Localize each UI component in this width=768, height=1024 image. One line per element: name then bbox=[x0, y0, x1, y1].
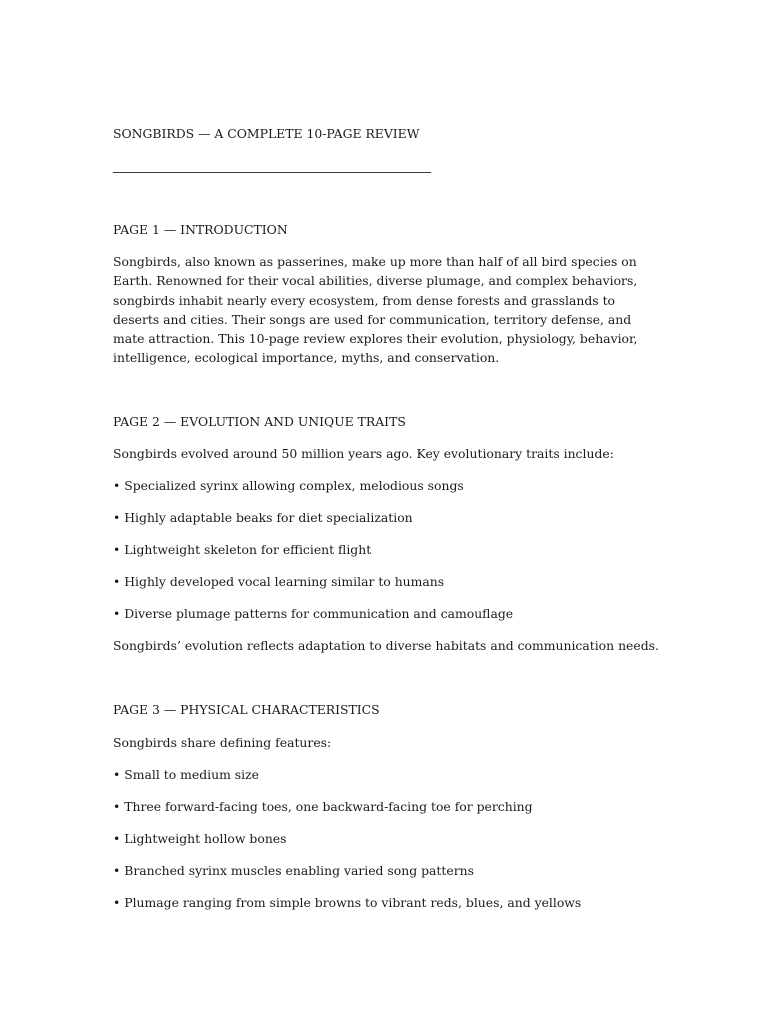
bullet-item: • Lightweight skeleton for efficient flight bbox=[113, 542, 372, 557]
bullet-item: • Branched syrinx muscles enabling varied song patterns bbox=[113, 863, 474, 878]
bullet-item: • Specialized syrinx allowing complex, melodious songs bbox=[113, 478, 464, 493]
section-paragraph: Songbirds, also known as passerines, make up more than half of all bird species on Earth. Renowned for their vocal abilities, diverse plumage, and complex behaviors, songbirds inhabit nearly every ecosystem, from dense forests and grasslands to deserts and cities. Their songs are used for communication, territory defense, and mate attraction. This 10-page review explores their evolution, physiology, behavior, intelligence, ecological importance, myths, and conservation. bbox=[113, 254, 638, 366]
bullet-item: • Small to medium size bbox=[113, 767, 259, 782]
section-heading: PAGE 2 — EVOLUTION AND UNIQUE TRAITS bbox=[113, 414, 406, 429]
section-heading: PAGE 3 — PHYSICAL CHARACTERISTICS bbox=[113, 702, 380, 717]
bullet-item: • Lightweight hollow bones bbox=[113, 831, 287, 846]
bullet-item: • Highly developed vocal learning similar to humans bbox=[113, 574, 445, 589]
section-paragraph: Songbirds’ evolution reflects adaptation to diverse habitats and communication needs. bbox=[113, 638, 659, 653]
bullet-item: • Plumage ranging from simple browns to vibrant reds, blues, and yellows bbox=[113, 895, 582, 910]
section-heading: PAGE 1 — INTRODUCTION bbox=[113, 222, 288, 237]
bullet-item: • Highly adaptable beaks for diet specialization bbox=[113, 510, 413, 525]
title-divider bbox=[113, 172, 431, 173]
document-title: SONGBIRDS — A COMPLETE 10-PAGE REVIEW bbox=[113, 126, 420, 141]
bullet-item: • Three forward-facing toes, one backward-facing toe for perching bbox=[113, 799, 533, 814]
section-paragraph: Songbirds share defining features: bbox=[113, 735, 332, 750]
section-paragraph: Songbirds evolved around 50 million years ago. Key evolutionary traits include: bbox=[113, 446, 614, 461]
bullet-item: • Diverse plumage patterns for communication and camouflage bbox=[113, 606, 514, 621]
